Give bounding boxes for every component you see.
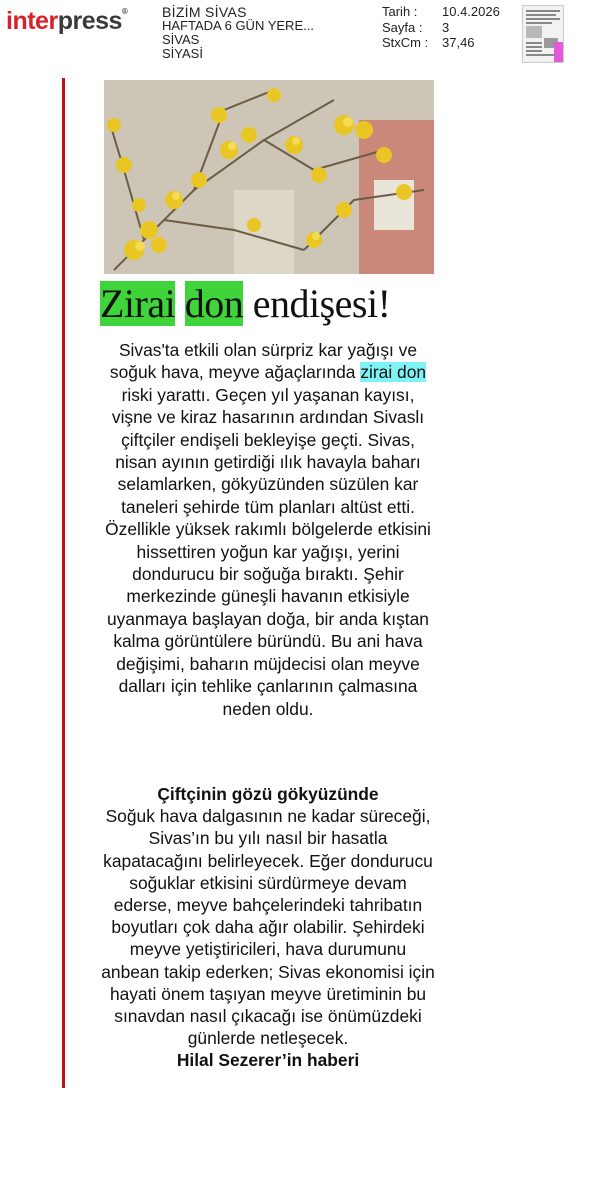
article-byline: Hilal Sezerer’in haberi — [176, 1050, 360, 1071]
interpress-logo — [6, 7, 127, 36]
paragraph-1-intro: Sivas'ta etkili olan sürpriz kar yağışı ve soğuk hava, meyve ağaçlarında — [109, 340, 418, 383]
date-label: Tarih : — [382, 4, 418, 19]
page-value: 3 — [442, 19, 450, 35]
logo-inter: inter — [6, 7, 58, 35]
page-thumbnail[interactable] — [522, 5, 564, 63]
article-subheading: Çiftçinin gözü gökyüzünde — [157, 784, 379, 804]
publication-info — [162, 5, 314, 61]
highlight-don: don — [397, 362, 427, 383]
headline-word-don: don — [184, 281, 244, 326]
publication-name: BİZİM SİVAS — [162, 4, 247, 20]
red-margin-rule — [62, 78, 65, 1088]
page-label: Sayfa : — [382, 19, 423, 35]
publication-section: SİYASİ — [162, 46, 203, 61]
highlight-zirai: zirai — [360, 362, 393, 383]
article-section-2 — [100, 783, 436, 1072]
logo-registered: ® — [121, 7, 128, 16]
article-paragraph-2: Soğuk hava dalgasının ne kadar süreceği, Sivas’ın bu yılı nasıl bir hasatla kapatacağını belirleyecek. Eğer dondurucu soğuklar etkisini sürdürmeye devam ederse, meyve bahçelerindeki tahribatın boyutları çok daha ağır olabilir. Şehirdeki meyve yetiştiricileri, hava durumunu anbean takip ederken; Sivas ekonomisi için hayati önem taşıyan meyve üretiminin bu sınavdan nasıl çıkacağı ise önümüzdeki günlerde netleşecek. — [101, 806, 435, 1049]
publication-frequency: HAFTADA 6 GÜN YERE... — [162, 18, 314, 33]
publication-city: SİVAS — [162, 32, 200, 47]
paragraph-1-rest: riski yarattı. Geçen yıl yaşanan kayısı, vişne ve kiraz hasarının ardından Sivaslı çiftçiler endişeli bekleyişe geçti. Sivas, nisan ayının getirdiği ılık havayla baharı selamlarken, gökyüzünden süzülen kar taneleri şehirde tüm planları altüst etti. Özellikle yüksek rakımlı bölgelerde etkisini hissettiren yoğun kar yağışı, yerini dondurucu bir soğuğa bıraktı. Şehir merkezinde güneşli havanın etkisiyle uyanmaya başlayan doğa, bir anda kıştan kalma görüntülere büründü. Bu ani hava değişimi, baharın müjdecisi olan meyve dalları için tehlike çanlarının çalmasına neden oldu. — [105, 384, 431, 719]
article-photo-blossoms — [104, 80, 434, 274]
clip-meta — [382, 4, 500, 51]
stxcm-value: 37,46 — [442, 35, 475, 50]
article-paragraph-1 — [100, 339, 436, 720]
article-body — [100, 339, 436, 720]
headline-word-zirai: Zirai — [100, 281, 176, 326]
article-headline — [100, 281, 445, 327]
stxcm-label: StxCm : — [382, 35, 429, 50]
headline-word-endisesi: endişesi! — [252, 281, 391, 326]
date-value: 10.4.2026 — [442, 4, 500, 19]
logo-press: press — [57, 7, 122, 35]
